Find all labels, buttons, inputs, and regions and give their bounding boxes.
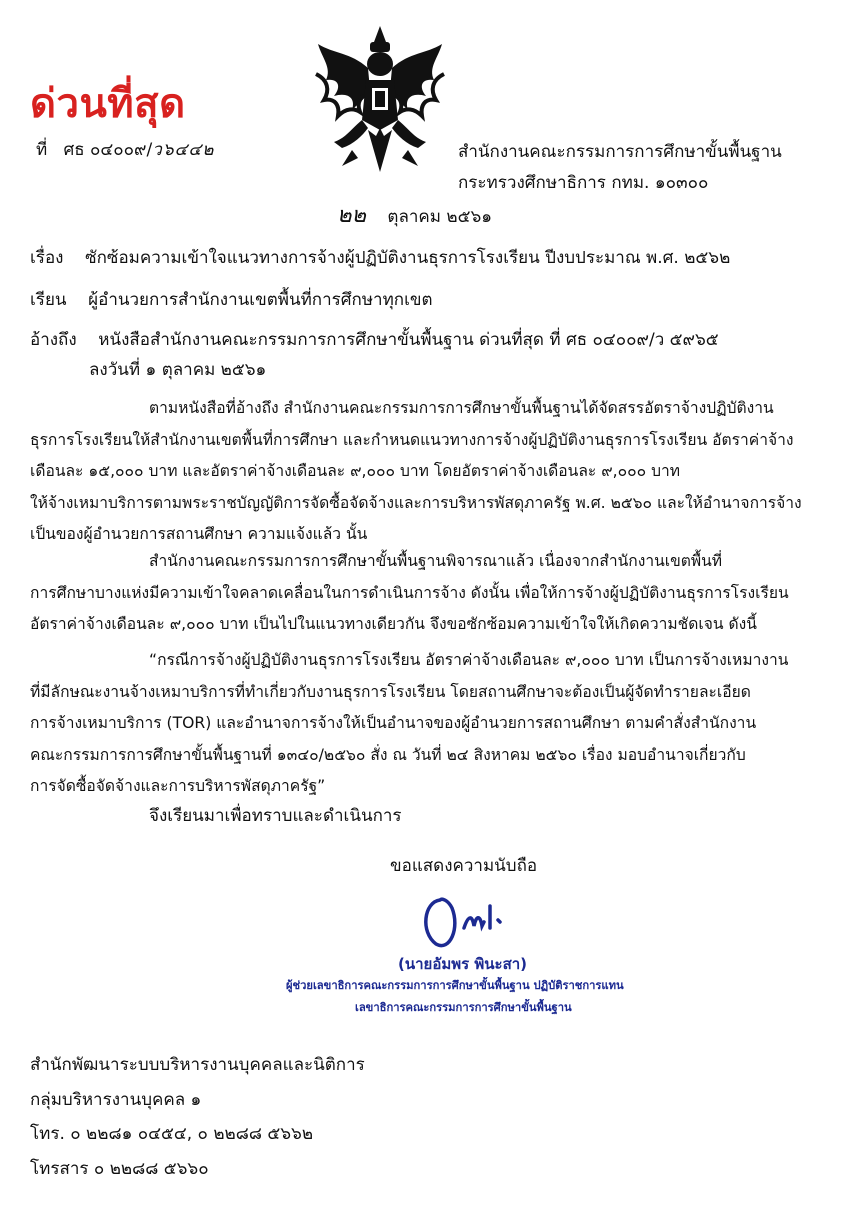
signatory-position: ผู้ช่วยเลขาธิการคณะกรรมการการศึกษาขั้นพื้นฐาน ปฏิบัติราชการแทน (286, 979, 624, 992)
reference-line (30, 327, 719, 353)
body-paragraph-1 (30, 393, 814, 551)
body-line: ที่มีลักษณะงานจ้างเหมาบริการที่ทำเกี่ยวกับงานธุรการโรงเรียน โดยสถานศึกษาจะต้องเป็นผู้จัดทำรายละเอียด (30, 682, 751, 701)
sender-office: สำนักงานคณะกรรมการการศึกษาขั้นพื้นฐาน (458, 142, 782, 162)
doc-no-label: ที่ (36, 140, 48, 160)
body-line: ธุรการโรงเรียนให้สำนักงานเขตพื้นที่การศึกษา และกำหนดแนวทางการจ้างผู้ปฏิบัติงานธุรการโรงเรียน อัตราค่าจ้าง (30, 430, 794, 449)
footer-group: กลุ่มบริหารงานบุคคล ๑ (30, 1089, 202, 1110)
body-line: เดือนละ ๑๕,๐๐๐ บาท และอัตราค่าจ้างเดือนละ ๙,๐๐๐ บาท โดยอัตราค่าจ้างเดือนละ ๙,๐๐๐ บาท (30, 462, 681, 480)
subject-line (30, 245, 730, 271)
reference-label: อ้างถึง (30, 330, 77, 350)
body-line: การจัดซื้อจัดจ้างและการบริหารพัสดุภาครัฐ” (30, 777, 326, 795)
document-number (36, 138, 214, 162)
subject-text: ซักซ้อมความเข้าใจแนวทางการจ้างผู้ปฏิบัติงานธุรการโรงเรียน ปีงบประมาณ พ.ศ. ๒๕๖๒ (85, 248, 731, 268)
closing-sentence: จึงเรียนมาเพื่อทราบและดำเนินการ (149, 806, 402, 826)
signatory-position-2: เลขาธิการคณะกรรมการการศึกษาขั้นพื้นฐาน (355, 1001, 572, 1014)
body-line: การศึกษาบางแห่งมีความเข้าใจคลาดเคลื่อนในการดำเนินการจ้าง ดังนั้น เพื่อให้การจ้างผู้ปฏิบัติงานธุรการโรงเรียน (30, 583, 789, 602)
sender-address (458, 137, 782, 199)
signatory-name: (นายอัมพร พินะสา) (398, 955, 528, 973)
doc-no-handwritten: ว๖๔๔๒ (152, 140, 215, 160)
body-line: ให้จ้างเหมาบริการตามพระราชบัญญัติการจัดซื้อจัดจ้างและการบริหารพัสดุภาครัฐ พ.ศ. ๒๕๖๐ และให้อำนาจการจ้าง (30, 493, 802, 512)
body-paragraph-2 (30, 546, 814, 641)
body-paragraph-3-quote (30, 645, 814, 803)
body-line: ตามหนังสือที่อ้างถึง สำนักงานคณะกรรมการการศึกษาขั้นพื้นฐานได้จัดสรรอัตราจ้างปฏิบัติงาน (149, 399, 774, 417)
recipient-label: เรียน (30, 290, 67, 310)
recipient-text: ผู้อำนวยการสำนักงานเขตพื้นที่การศึกษาทุกเขต (88, 290, 433, 310)
letter-date (337, 203, 492, 230)
handwritten-signature (418, 892, 528, 952)
footer-tel: โทร. ๐ ๒๒๘๑ ๐๔๕๔, ๐ ๒๒๘๘ ๕๖๖๒ (30, 1124, 314, 1144)
footer-fax: โทรสาร ๐ ๒๒๘๘ ๕๖๖๐ (30, 1158, 209, 1179)
body-line: อัตราค่าจ้างเดือนละ ๙,๐๐๐ บาท เป็นไปในแนวทางเดียวกัน จึงขอซักซ้อมความเข้าใจให้เกิดความชัดเจน ดังนี้ (30, 615, 757, 633)
date-day-handwritten: ๒๒ (337, 203, 367, 228)
body-line: คณะกรรมการการศึกษาขั้นพื้นฐานที่ ๑๓๔๐/๒๕๖๐ สั่ง ณ วันที่ ๒๔ สิงหาคม ๒๕๖๐ เรื่อง มอบอำนาจเกี่ยวกับ (30, 745, 746, 764)
urgent-stamp: ด่วนที่สุด (30, 81, 186, 127)
sender-ministry: กระทรวงศึกษาธิการ กทม. ๑๐๓๐๐ (458, 173, 709, 193)
body-line: “กรณีการจ้างผู้ปฏิบัติงานธุรการโรงเรียน อัตราค่าจ้างเดือนละ ๙,๐๐๐ บาท เป็นการจ้างเหมางาน (149, 651, 789, 669)
body-line: เป็นของผู้อำนวยการสถานศึกษา ความแจ้งแล้ว นั้น (30, 525, 368, 543)
body-line: สำนักงานคณะกรรมการการศึกษาขั้นพื้นฐานพิจารณาแล้ว เนื่องจากสำนักงานเขตพื้นที่ (149, 552, 723, 570)
recipient-line (30, 287, 433, 313)
contact-footer (30, 1048, 365, 1186)
subject-label: เรื่อง (30, 248, 64, 268)
date-month-year: ตุลาคม ๒๕๖๑ (387, 207, 493, 227)
garuda-emblem-icon (312, 24, 448, 174)
complimentary-close: ขอแสดงความนับถือ (390, 856, 538, 876)
footer-office: สำนักพัฒนาระบบบริหารงานบุคคลและนิติการ (30, 1055, 365, 1075)
doc-no-value: ศธ ๐๔๐๐๙/ (63, 140, 153, 160)
body-line: การจ้างเหมาบริการ (TOR) และอำนาจการจ้างให้เป็นอำนาจของผู้อำนวยการสถานศึกษา ตามคำสั่งสำนักงาน (30, 714, 757, 732)
reference-text: หนังสือสำนักงานคณะกรรมการการศึกษาขั้นพื้นฐาน ด่วนที่สุด ที่ ศธ ๐๔๐๐๙/ว ๕๙๖๕ (98, 330, 719, 350)
reference-date: ลงวันที่ ๑ ตุลาคม ๒๕๖๑ (89, 360, 267, 380)
